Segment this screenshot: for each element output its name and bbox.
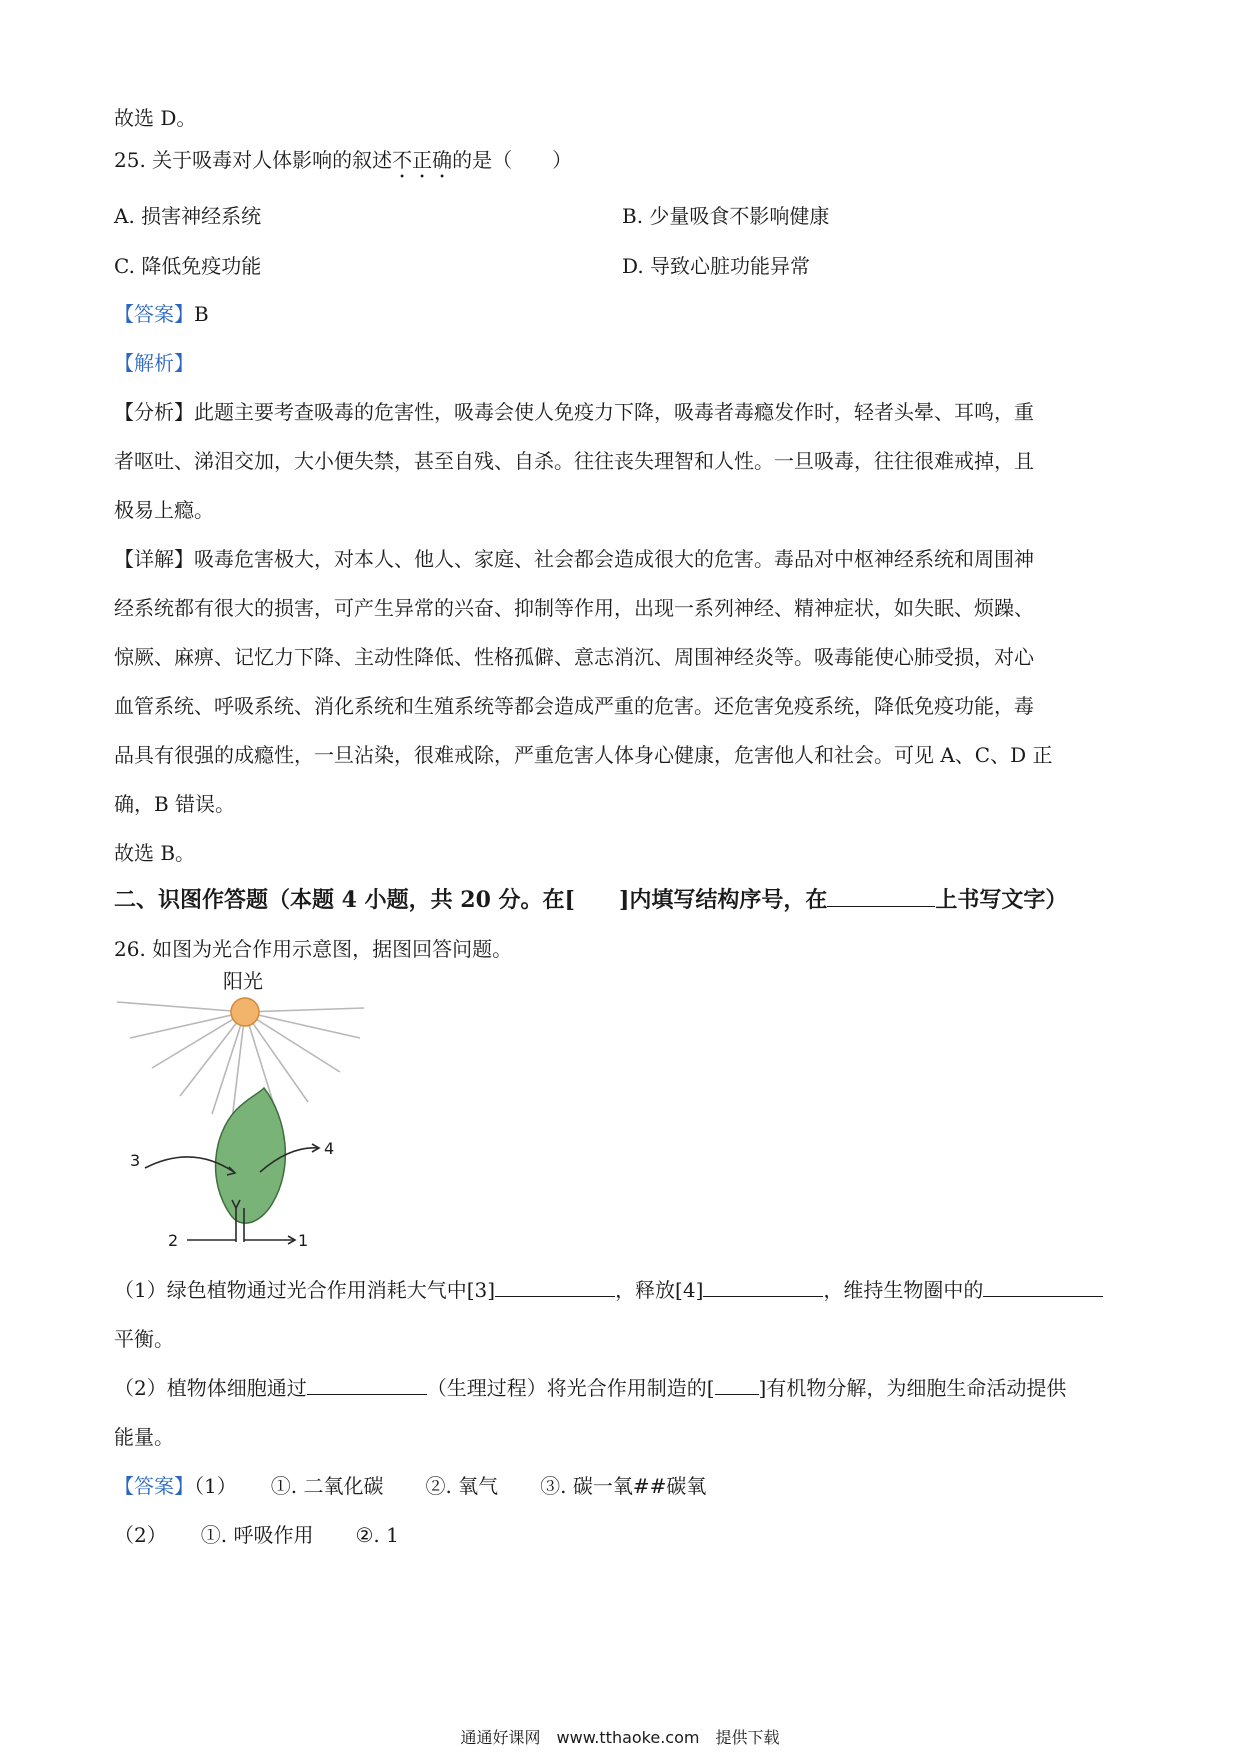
q26-sub1-line-2: 平衡。 [114, 1327, 174, 1351]
q25-answer [114, 300, 209, 328]
section-heading-part-1: 二、识图作答题（本题 4 小题，共 20 分。在[ [114, 887, 575, 913]
figure-label-1: 1 [298, 1231, 309, 1248]
q25-xiangjie-line-2: 经系统都有很大的损害，可产生异常的兴奋、抑制等作用，出现一系列神经、精神症状，如失眠、烦躁、 [114, 596, 1034, 620]
blank-process [307, 1374, 427, 1395]
page-footer: 通通好课网 www.tthaoke.com 提供下载 [460, 1728, 780, 1747]
sub1-text-b: ，释放[4] [615, 1278, 704, 1302]
ans1-item-1: ①. 二氧化碳 [270, 1474, 384, 1498]
option-d-label: D. [622, 254, 644, 278]
q25-stem-emphasis: 不正确 [392, 148, 453, 172]
q25-xiangjie-line-4: 血管系统、呼吸系统、消化系统和生殖系统等都会造成严重的危害。还危害免疫系统，降低免疫功能，毒 [114, 694, 1034, 718]
sub2-text-a: （2）植物体细胞通过 [114, 1376, 307, 1400]
q25-option-d [622, 252, 810, 280]
fenxi-text: 此题主要考查吸毒的危害性，吸毒会使人免疫力下降，吸毒者毒瘾发作时，轻者头晕、耳鸣，重 [194, 400, 1034, 424]
sub1-text-c: ，维持生物圈中的 [823, 1278, 984, 1302]
q25-fenxi-line-1 [114, 398, 1034, 426]
option-a-text: 损害神经系统 [141, 204, 262, 228]
q25-xiangjie-line-6: 确，B 错误。 [114, 792, 236, 816]
photosynthesis-diagram [112, 968, 372, 1248]
previous-conclusion: 故选 D。 [114, 106, 197, 130]
ans1-item-3: ③. 碳一氧##碳氧 [540, 1474, 707, 1498]
q25-xiangjie-line-5: 品具有很强的成瘾性，一旦沾染，很难戒除，严重危害人体身心健康，危害他人和社会。可见 A、C、D 正 [114, 743, 1053, 767]
sub2-text-c: ]有机物分解，为细胞生命活动提供 [758, 1376, 1067, 1400]
xiangjie-text: 吸毒危害极大，对本人、他人、家庭、社会都会造成很大的危害。毒品对中枢神经系统和周围神 [194, 547, 1034, 571]
answer-tag: 【答案】 [114, 302, 194, 326]
q25-xiangjie-line-1 [114, 545, 1034, 573]
fenxi-tag: 【分析】 [114, 400, 194, 424]
q26-stem: 26. 如图为光合作用示意图，据图回答问题。 [114, 937, 513, 961]
xiangjie-tag: 【详解】 [114, 547, 194, 571]
q26-sub2-line-2: 能量。 [114, 1425, 174, 1449]
section-heading-part-3: 上书写文字） [935, 887, 1068, 913]
sub1-text-a: （1）绿色植物通过光合作用消耗大气中[3] [114, 1278, 496, 1302]
q25-option-b [622, 202, 829, 230]
ans1-number: （1） [194, 1474, 237, 1498]
q25-stem [114, 146, 572, 183]
q25-stem-prefix: 25. 关于吸毒对人体影响的叙述 [114, 148, 393, 172]
figure-label-3: 3 [130, 1151, 141, 1170]
option-a-label: A. [114, 204, 135, 228]
q25-option-a [114, 202, 261, 230]
option-c-text: 降低免疫功能 [141, 254, 262, 278]
q25-option-c [114, 252, 261, 280]
ans2-item-2: ②. 1 [355, 1523, 399, 1547]
ans1-item-2: ②. 氧气 [425, 1474, 499, 1498]
ans2-item-1: ①. 呼吸作用 [200, 1523, 314, 1547]
option-d-text: 导致心脏功能异常 [650, 254, 811, 278]
ans2-number: （2） [114, 1523, 167, 1547]
q26-answer-line-2 [114, 1521, 399, 1549]
q26-answer-line-1 [114, 1472, 706, 1500]
sub2-text-b: （生理过程）将光合作用制造的[ [426, 1376, 715, 1400]
sun-icon [231, 998, 259, 1026]
option-b-label: B. [622, 204, 644, 228]
q25-analysis-tag: 【解析】 [114, 351, 194, 375]
section-heading-part-2: ]内填写结构序号，在 [618, 887, 828, 913]
q25-fenxi-line-3: 极易上瘾。 [114, 498, 214, 522]
option-c-label: C. [114, 254, 135, 278]
sun-label: 阳光 [223, 969, 263, 993]
figure-label-4: 4 [324, 1139, 335, 1158]
answer-value: B [194, 302, 209, 326]
q25-stem-suffix: 的是（ ） [452, 148, 573, 172]
blank-balance [983, 1276, 1103, 1297]
q25-xiangjie-line-3: 惊厥、麻痹、记忆力下降、主动性降低、性格孤僻、意志消沉、周围神经炎等。吸毒能使心肺受损，对心 [114, 645, 1034, 669]
section-2-heading [114, 885, 1067, 915]
q26-sub1-line-1 [114, 1276, 1103, 1304]
blank-number [715, 1374, 759, 1395]
option-b-text: 少量吸食不影响健康 [649, 204, 830, 228]
figure-label-2: 2 [168, 1231, 179, 1248]
q25-conclusion: 故选 B。 [114, 841, 196, 865]
leaf-icon [216, 1088, 286, 1223]
blank-4 [703, 1276, 823, 1297]
heading-blank [827, 886, 935, 907]
blank-3 [495, 1276, 615, 1297]
q26-answer-tag: 【答案】 [114, 1474, 194, 1498]
q26-sub2-line-1 [114, 1374, 1066, 1402]
q25-fenxi-line-2: 者呕吐、涕泪交加，大小便失禁，甚至自残、自杀。往往丧失理智和人性。一旦吸毒，往往很难戒掉，且 [114, 449, 1034, 473]
